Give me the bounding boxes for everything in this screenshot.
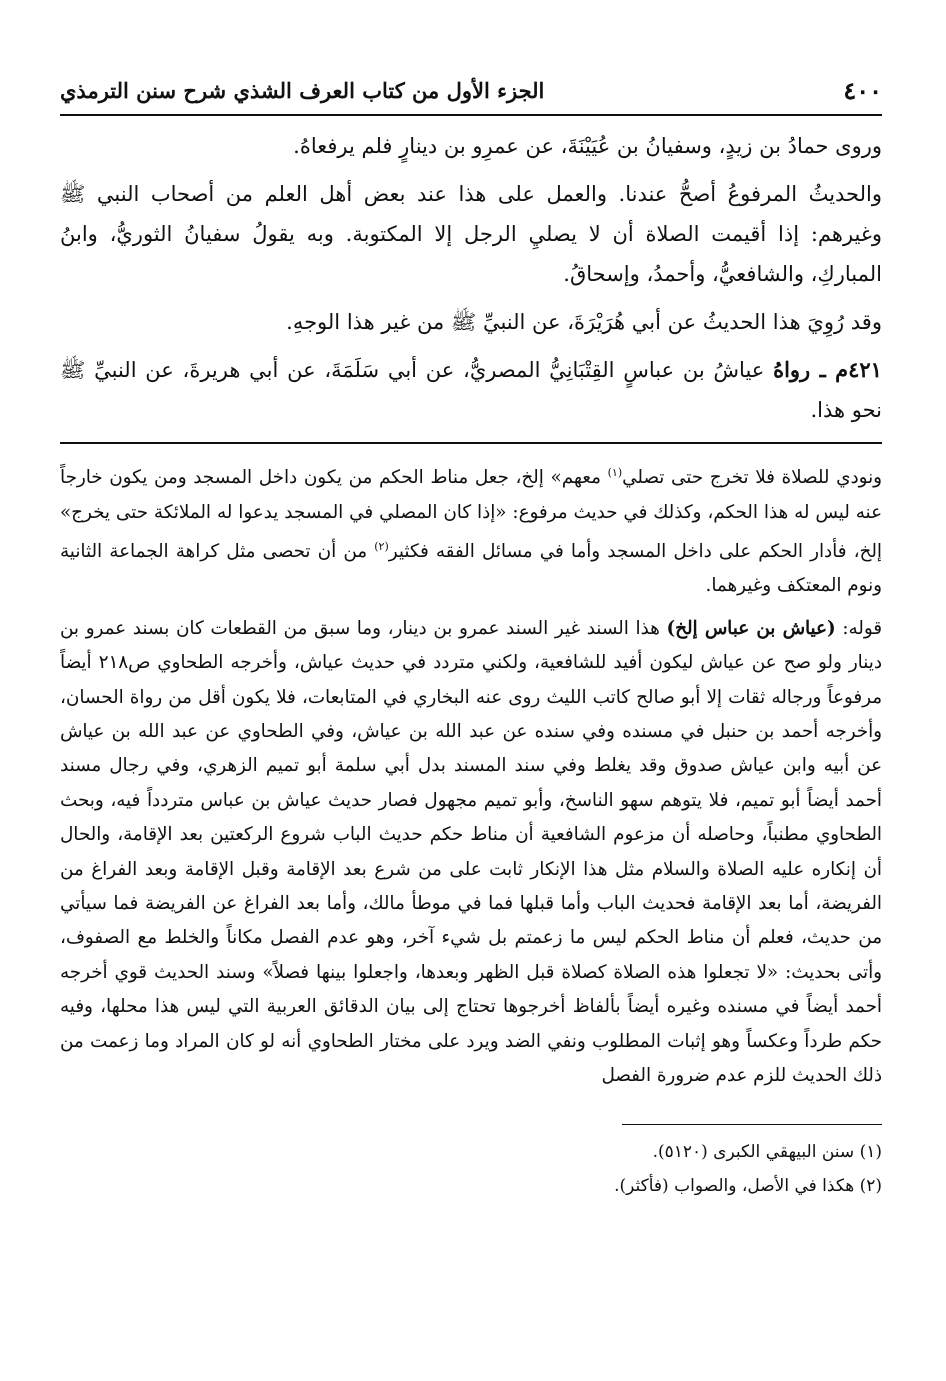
running-title: الجزء الأول من كتاب العرف الشذي شرح سنن الترمذي — [60, 78, 545, 103]
commentary-lead: قوله: — [842, 617, 883, 639]
main-paragraph: والحديثُ المرفوعُ أصحُّ عندنا. والعمل على هذا عند بعض أهل العلم من أصحاب النبي ﷺ وغيرهم: إذا أقيمت الصلاة أن لا يصليِ الرجل إلا المكتوبة. وبه يقولُ سفيانُ الثوريُّ، وابنُ المباركِ، والشافعيُّ، وأحمدُ، وإسحاقُ. — [60, 182, 882, 286]
footnote-divider — [622, 1124, 882, 1125]
commentary-paragraph — [60, 612, 882, 1094]
commentary-text: هذا السند غير السند عمرو بن دينار، وما سبق من القطعات كان بسند عمرو بن دينار ولو صح عن عياش ليكون أفيد للشافعية، ولكني متردد في حديث عياش، وأخرجه الطحاوي ص٢١٨ أيضاً مرفوعاً ورجاله ثقات إلا أبو صالح كاتب الليث روى عنه البخاري في المتابعات، فلا يكون أقل من رواة الحسان، وأخرجه أحمد بن حنبل في مسنده وفي سنده عن عبد الله بن عياش، وفي الطحاوي عن عبد الله بن عياش عن أبيه وابن عياش صدوق وقد يغلط وفي سند المسند بدل أبي سلمة أبو تميم الزهري، وفي رجال مسند أحمد أيضاً أبو تميم، فلا يتوهم سهو الناسخ، وأبو تميم مجهول فصار حديث عياش بن عباس متردداً فيه، وبحث الطحاوي مطنباً، وحاصله أن مزعوم الشافعية أن مناط حكم حديث الباب شروع الركعتين بعد الإقامة، والحال أن إنكاره عليه الصلاة والسلام مثل هذا الإنكار ثابت على من شرع بعد الإقامة وقبل الإقامة وبعد الفراغ من الفريضة، أما بعد الإقامة فحديث الباب وأما قبلها فما في موطأ مالك، وأما بعد الفراغ عن الفريضة فما سيأتي من حديث، فعلم أن مناط الحكم ليس ما زعمتم بل شيء آخر، وهو عدم الفصل مكاناً والخلط مع الصفوف، وأتى بحديث: «لا تجعلوا هذه الصلاة كصلاة قبل الظهر وبعدها، واجعلوا بينها فصلاً» وسند الحديث قوي أخرجه أحمد أيضاً في مسنده وغيره أيضاً بألفاظ أخرجوها تحتاج إلى بيان الدقائق العربية التي ليس هذا محلها، وفيه حكم طرداً وعكساً وهو إثبات المطلوب ونفي الضد ويرد على مختار الطحاوي أنه لو كان المراد وما زعمت من ذلك الحديث للزم عدم ضرورة الفصل — [60, 617, 882, 1087]
footnotes — [60, 1135, 882, 1203]
main-paragraph: وقد رُوِيَ هذا الحديثُ عن أبي هُرَيْرَةَ، عن النبيِّ ﷺ من غير هذا الوجهِ. — [286, 310, 882, 334]
main-text — [60, 126, 882, 430]
footnote: (١) سنن البيهقي الكبرى (٥١٢٠). — [652, 1141, 882, 1162]
section-divider — [60, 442, 882, 444]
page — [60, 70, 882, 1203]
footnote-ref: (٢) — [374, 539, 389, 553]
commentary — [60, 456, 882, 1094]
commentary-paragraph — [60, 456, 882, 604]
commentary-text: معهم» إلخ، جعل مناط الحكم من يكون داخل المسجد ومن يكون خارجاً عنه ليس له هذا الحكم، وكذلك في حديث مرفوع: «إذا كان المصلي في المسجد يدعوا له الملائكة حتى يخرج» إلخ، فأدار الحكم على داخل المسجد وأما في مسائل الفقه فكثير — [60, 467, 883, 562]
hadith-text: عياشُ بن عباسٍ القِتْبَانِيُّ المصريُّ، عن أبي سَلَمَةَ، عن أبي هريرةَ، عن النبيِّ ﷺ نحو هذا. — [60, 358, 882, 422]
main-paragraph: وروى حمادُ بن زيدٍ، وسفيانُ بن عُيَيْنَةَ، عن عمرِو بن دينارٍ فلم يرفعاهُ. — [293, 134, 882, 158]
page-number: ٤٠٠ — [843, 76, 882, 105]
hadith-number: ٤٢١م ـ رواهُ — [773, 357, 882, 382]
commentary-text: ونودي للصلاة فلا تخرج حتى تصلي — [622, 467, 882, 489]
page-header — [60, 70, 882, 116]
commentary-text: من أن تحصى مثل كراهة الجماعة الثانية ونوم المعتكف وغيرهما. — [60, 541, 882, 597]
footnote-ref: (١) — [607, 466, 623, 479]
main-paragraph — [60, 350, 882, 430]
commentary-heading: (عياش بن عباس إلخ) — [666, 617, 836, 639]
footnote: (٢) هكذا في الأصل، والصواب (فأكثر). — [614, 1175, 882, 1196]
